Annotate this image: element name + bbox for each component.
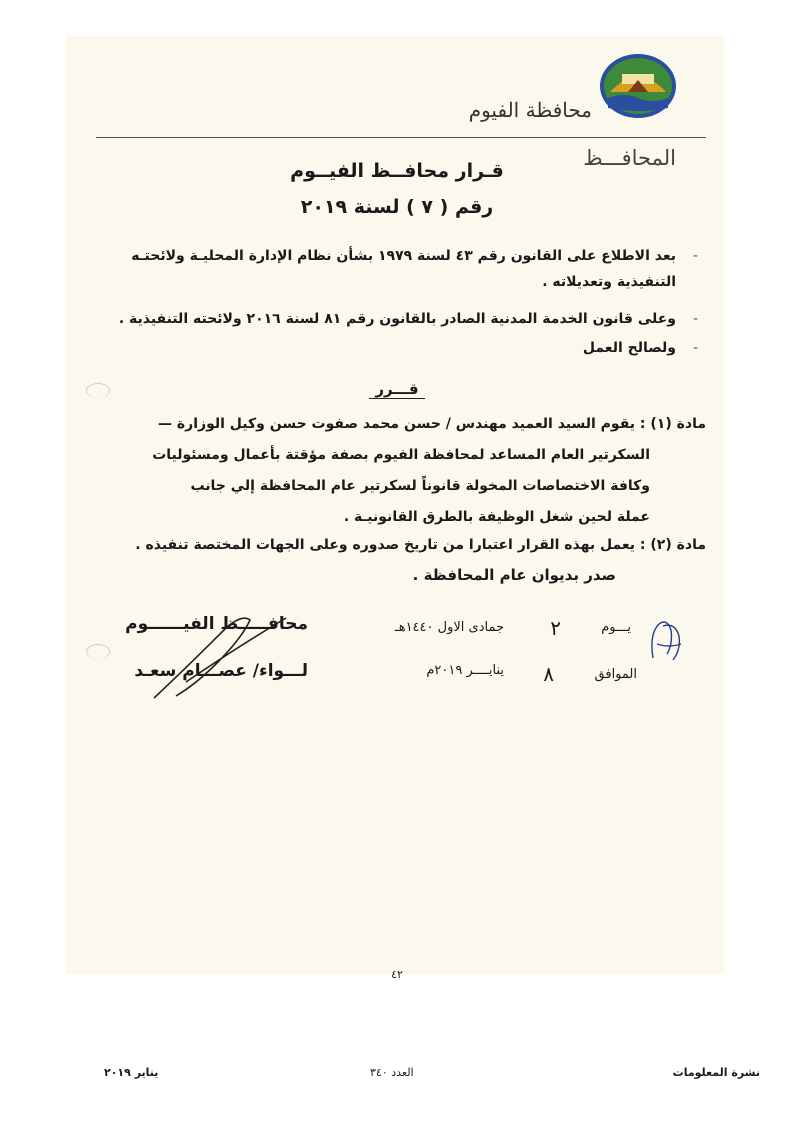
article-2: [81, 530, 706, 561]
preamble-text: ولصالح العمل: [582, 340, 676, 356]
article-1: [81, 409, 706, 533]
article-label: مادة (١) :: [639, 416, 706, 432]
footer-date: يناير ٢٠١٩: [104, 1066, 159, 1079]
preamble-continuation: التنفيذية وتعديلاته .: [542, 274, 676, 290]
preamble-item-1: [88, 243, 698, 295]
corresponding-label: الموافق: [594, 667, 637, 682]
decided-heading: قـــرر: [0, 380, 794, 398]
signature-title: محافـــــظ الفيــــــوم: [125, 614, 308, 634]
issued-statement: صدر بديوان عام المحافظة .: [412, 566, 616, 584]
preamble-text: وعلى قانون الخدمة المدنية الصادر بالقانون رقم ٨١ لسنة ٢٠١٦ ولائحته التنفيذية .: [118, 311, 676, 327]
day-value: ٢: [550, 616, 561, 640]
decision-number: رقم ( ٧ ) لسنة ٢٠١٩: [300, 196, 494, 218]
signature-scribble: [146, 608, 296, 704]
gregorian-day: ٨: [543, 662, 554, 686]
preamble-item-2: [88, 306, 698, 332]
gregorian-date: ينايــــر ٢٠١٩م: [426, 663, 504, 678]
governor-label: المحافـــظ: [583, 146, 676, 170]
decision-title: قـرار محافــظ الفيــوم: [290, 160, 504, 182]
preamble-dash: -: [692, 340, 698, 356]
governorate-name: محافظة الفيوم: [468, 98, 592, 122]
page-number: ٤٢: [391, 968, 403, 981]
hijri-date: جمادى الاول ١٤٤٠هـ: [394, 620, 504, 635]
article-line: عملة لحين شغل الوظيفة بالطرق القانونيـة .: [343, 509, 650, 525]
handwritten-initial: [645, 614, 689, 670]
header-divider: [96, 137, 706, 138]
article-line: مادة (١) : يقوم السيد العميد مهندس / حسن محمد صفوت حسن وكيل الوزارة —: [158, 416, 706, 432]
day-label: يـــوم: [601, 620, 631, 635]
footer-publication: نشرة المعلومات: [672, 1066, 760, 1079]
preamble-text: بعد الاطلاع على القانون رقم ٤٣ لسنة ١٩٧٩ بشأن نظام الإدارة المحليـة ولائحتـه: [131, 248, 676, 264]
preamble-dash: -: [692, 311, 698, 327]
signature-name: لـــواء/ عصـــام سعـد: [134, 661, 308, 681]
governorate-logo: [598, 52, 678, 120]
footer-issue: العدد ٣٤٠: [370, 1066, 414, 1079]
punch-hole-bottom: [86, 644, 110, 659]
preamble-dash: -: [692, 248, 698, 264]
article-line: السكرتير العام المساعد لمحافظة الفيوم بصفة مؤقتة بأعمال ومسئوليات: [152, 447, 650, 463]
article-line: وكافة الاختصاصات المخولة قانوناً لسكرتير عام المحافظة إلي جانب: [190, 478, 650, 494]
article-line: مادة (٢) : يعمل بهذه القرار اعتبارا من تاريخ صدوره وعلى الجهات المختصة تنفيذه .: [135, 537, 706, 553]
article-label: مادة (٢) :: [639, 537, 706, 553]
preamble-item-3: [88, 335, 698, 361]
